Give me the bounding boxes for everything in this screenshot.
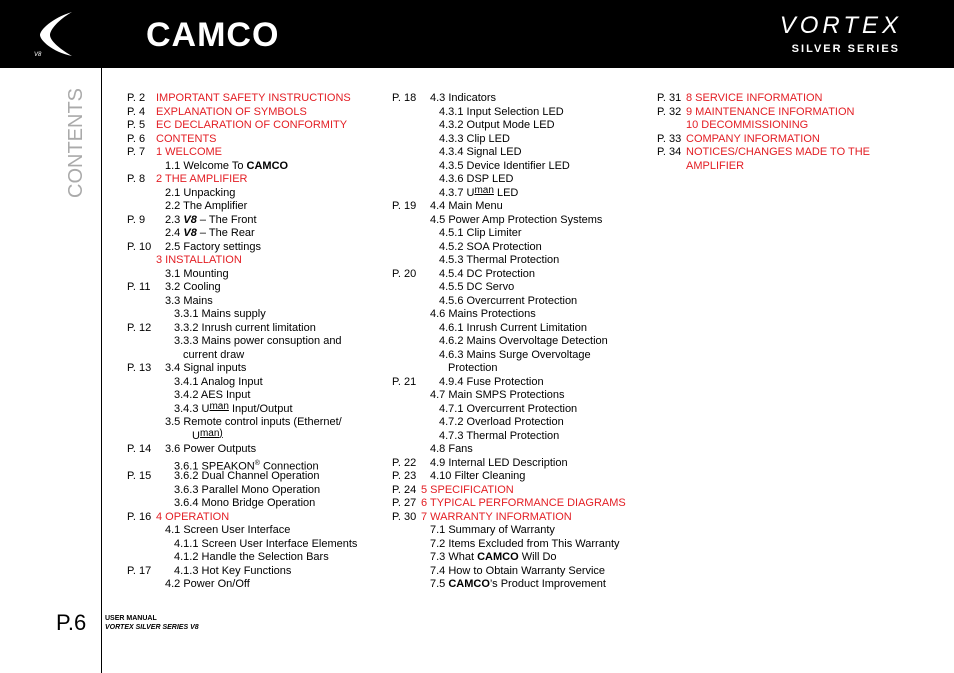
toc-entry[interactable] [392,281,652,295]
toc-entry[interactable] [657,119,917,133]
toc-title: 3.4.3 Uman Input/Output [174,400,293,415]
toc-entry[interactable] [127,160,387,174]
toc-entry[interactable] [127,322,387,336]
toc-title: 4.9 Internal LED Description [430,456,568,469]
toc-entry[interactable] [127,106,387,120]
toc-page-ref: P. 10 [127,240,152,253]
toc-entry[interactable] [127,565,387,579]
toc-title: 8 SERVICE INFORMATION [686,92,823,104]
toc-entry[interactable] [127,443,387,457]
toc-page-ref: P. 32 [657,105,682,118]
toc-page-ref: P. 20 [392,267,417,280]
toc-title: 4.6.1 Inrush Current Limitation [439,321,587,334]
toc-title: 7 WARRANTY INFORMATION [421,510,572,523]
toc-entry[interactable] [657,106,917,120]
logo-model: V8 [34,52,42,58]
toc-title: Uman) [192,427,223,442]
toc-title: 4.5.1 Clip Limiter [439,227,522,239]
toc-title: 5 SPECIFICATION [421,483,514,496]
toc-entry[interactable] [392,484,652,498]
toc-page-ref: P. 4 [127,105,146,118]
toc-page-ref: P. 15 [127,470,152,482]
toc-entry[interactable] [127,524,387,538]
toc-title: AMPLIFIER [686,159,745,172]
toc-title: 2.4 V8 – The Rear [165,227,255,239]
toc-entry[interactable] [127,335,387,349]
toc-entry[interactable] [127,416,387,430]
toc-entry[interactable] [392,160,652,174]
toc-title: 1.1 Welcome To CAMCO [165,159,289,172]
toc-page-ref: P. 21 [392,375,417,388]
toc-entry[interactable] [127,268,387,282]
toc-title: 4.6.2 Mains Overvoltage Detection [439,335,608,347]
toc-title: 3.3.2 Inrush current limitation [174,321,316,334]
toc-entry[interactable] [657,92,917,106]
toc-page-ref: P. 31 [657,92,682,104]
toc-title: 3.5 Remote control inputs (Ethernet/ [165,416,342,428]
toc-title: 4.5.6 Overcurrent Protection [439,294,578,307]
toc-entry[interactable] [127,376,387,390]
toc-title: 3.4.2 AES Input [174,389,251,401]
toc-title: 7.3 What CAMCO Will Do [430,551,557,563]
toc-title: 3.6 Power Outputs [165,443,257,455]
toc-entry[interactable] [392,119,652,133]
toc-entry[interactable] [392,227,652,241]
toc-title: 3.3.3 Mains power consuption and [174,335,342,347]
page-number: P.6 [56,610,87,635]
toc-title: EC DECLARATION OF CONFORMITY [156,119,348,131]
toc-title: 4.3.4 Signal LED [439,146,522,158]
toc-entry[interactable] [392,268,652,282]
toc-entry[interactable] [127,119,387,133]
toc-title: 4.1.3 Hot Key Functions [174,564,292,577]
toc-entry[interactable] [392,389,652,403]
toc-title: 4.5 Power Amp Protection Systems [430,213,603,226]
toc-entry[interactable] [127,389,387,403]
toc-entry[interactable] [392,430,652,444]
toc-page-ref: P. 6 [127,132,146,145]
toc-title: 4.4 Main Menu [430,200,503,212]
divider-line [101,68,102,673]
toc-entry[interactable] [392,362,652,376]
toc-entry[interactable] [392,335,652,349]
toc-title: Protection [448,362,498,374]
toc-entry[interactable] [127,578,387,592]
toc-column-1 [127,92,387,592]
toc-title: 7.1 Summary of Warranty [430,524,555,536]
toc-page-ref: P. 22 [392,456,417,469]
toc-page-ref: P. 19 [392,200,417,212]
toc-title: 3.2 Cooling [165,281,221,293]
toc-title: 3.6.2 Dual Channel Operation [174,470,320,482]
toc-entry[interactable] [392,457,652,471]
toc-entry[interactable] [127,254,387,268]
toc-entry[interactable] [392,146,652,160]
toc-entry[interactable] [127,295,387,309]
toc-title: 4.5.4 DC Protection [439,267,535,280]
toc-title: 3.6.1 SPEAKON® Connection [174,459,319,473]
toc-entry[interactable] [392,173,652,187]
toc-page-ref: P. 16 [127,510,152,523]
toc-title: 4.3.1 Input Selection LED [439,105,564,118]
toc-entry[interactable] [392,322,652,336]
toc-title: 7.4 How to Obtain Warranty Service [430,564,606,577]
toc-title: COMPANY INFORMATION [686,132,820,145]
toc-page-ref: P. 13 [127,362,152,374]
footer-series: VORTEX SILVER SERIES V8 [105,624,199,631]
toc-title: CONTENTS [156,132,217,145]
toc-entry[interactable] [127,362,387,376]
toc-entry[interactable] [127,187,387,201]
toc-entry[interactable] [392,443,652,457]
toc-entry[interactable] [127,227,387,241]
toc-entry[interactable] [392,241,652,255]
toc-title: 4.3.2 Output Mode LED [439,119,555,131]
toc-title: 4.5.5 DC Servo [439,281,515,293]
toc-title: 4.3.7 Uman LED [439,184,519,199]
toc-entry[interactable] [392,254,652,268]
toc-page-ref: P. 24 [392,483,417,496]
toc-title: 4.9.4 Fuse Protection [439,375,544,388]
toc-title: 3.6.4 Mono Bridge Operation [174,497,316,509]
toc-entry[interactable] [127,457,387,471]
toc-entry[interactable] [392,565,652,579]
toc-entry[interactable] [127,241,387,255]
toc-title: 3.4 Signal inputs [165,362,247,374]
toc-entry[interactable] [657,133,917,147]
toc-title: 4.7.1 Overcurrent Protection [439,402,578,415]
toc-entry[interactable] [392,524,652,538]
toc-title: 2.3 V8 – The Front [165,213,257,226]
toc-title: 9 MAINTENANCE INFORMATION [686,105,855,118]
toc-entry[interactable] [392,376,652,390]
toc-title: current draw [183,348,245,361]
toc-entry[interactable] [127,308,387,322]
toc-title: 4.3 Indicators [430,92,497,104]
toc-title: 2.2 The Amplifier [165,200,248,212]
toc-title: 4.10 Filter Cleaning [430,470,526,482]
toc-title: 4.1.1 Screen User Interface Elements [174,537,358,550]
toc-entry[interactable] [127,133,387,147]
toc-entry[interactable] [392,133,652,147]
toc-entry[interactable] [127,551,387,565]
toc-title: NOTICES/CHANGES MADE TO THE [686,146,870,158]
toc-entry[interactable] [392,511,652,525]
toc-title: 3 INSTALLATION [156,254,242,266]
toc-title: 7.2 Items Excluded from This Warranty [430,537,620,550]
toc-entry[interactable] [127,538,387,552]
toc-entry[interactable] [127,200,387,214]
toc-entry[interactable] [127,146,387,160]
toc-title: 4.5.2 SOA Protection [439,240,542,253]
toc-page-ref: P. 18 [392,92,417,104]
toc-entry[interactable] [392,538,652,552]
toc-entry[interactable] [392,106,652,120]
toc-entry[interactable] [392,184,652,201]
toc-title: 3.1 Mounting [165,267,229,280]
toc-column-2 [392,92,652,592]
toc-title: 4.8 Fans [430,443,473,455]
toc-page-ref: P. 2 [127,92,146,104]
toc-page-ref: P. 11 [127,281,151,293]
toc-entry[interactable] [392,349,652,363]
toc-page-ref: P. 7 [127,146,146,158]
toc-entry[interactable] [127,281,387,295]
toc-title: 4 OPERATION [156,510,230,523]
toc-entry[interactable] [127,470,387,484]
series-name: SILVER SERIES [791,43,900,55]
toc-entry[interactable] [392,403,652,417]
toc-title: 3.4.1 Analog Input [174,375,263,388]
toc-title: 4.1 Screen User Interface [165,524,291,536]
toc-entry[interactable] [392,497,652,511]
toc-title: 3.3 Mains [165,294,213,307]
toc-entry[interactable] [127,511,387,525]
header-bar [0,0,954,68]
toc-column-3 [657,92,917,173]
toc-title: 2.1 Unpacking [165,186,236,199]
toc-title: 10 DECOMMISSIONING [686,119,809,131]
toc-title: 4.3.3 Clip LED [439,132,510,145]
toc-page-ref: P. 30 [392,510,417,523]
section-title: CONTENTS [65,88,87,198]
toc-entry[interactable] [657,146,917,160]
toc-page-ref: P. 5 [127,119,146,131]
toc-page-ref: P. 27 [392,497,417,509]
toc-title: 4.3.6 DSP LED [439,173,514,185]
toc-page-ref: P. 23 [392,470,417,482]
toc-page-ref: P. 9 [127,213,146,226]
toc-page-ref: P. 14 [127,443,152,455]
toc-entry[interactable] [127,400,387,417]
toc-entry[interactable] [392,416,652,430]
toc-title: 1 WELCOME [156,146,223,158]
toc-entry[interactable] [657,160,917,174]
toc-title: 2 THE AMPLIFIER [156,173,248,185]
brand-logo: CAMCO [146,16,280,54]
toc-entry[interactable] [392,578,652,592]
toc-page-ref: P. 12 [127,321,152,334]
toc-entry[interactable] [127,484,387,498]
toc-title: 3.6.3 Parallel Mono Operation [174,483,321,496]
toc-page-ref: P. 34 [657,146,682,158]
toc-title: 2.5 Factory settings [165,240,261,253]
toc-page-ref: P. 17 [127,564,152,577]
toc-title: IMPORTANT SAFETY INSTRUCTIONS [156,92,351,104]
toc-title: 4.6 Mains Protections [430,308,536,320]
footer-manual: USER MANUAL [105,615,157,622]
toc-entry[interactable] [392,200,652,214]
toc-title: 3.3.1 Mains supply [174,308,266,320]
toc-entry[interactable] [392,551,652,565]
toc-title: 4.3.5 Device Identifier LED [439,159,570,172]
toc-title: 6 TYPICAL PERFORMANCE DIAGRAMS [421,497,626,509]
toc-entry[interactable] [392,295,652,309]
toc-title: 4.7.2 Overload Protection [439,416,564,428]
toc-entry[interactable] [392,214,652,228]
toc-entry[interactable] [127,349,387,363]
toc-entry[interactable] [392,308,652,322]
toc-entry[interactable] [127,427,387,444]
product-name: VORTEX [779,12,902,39]
toc-title: 4.1.2 Handle the Selection Bars [174,551,329,563]
toc-title: 4.7.3 Thermal Protection [439,429,560,442]
toc-title: 7.5 CAMCO’s Product Improvement [430,578,606,590]
toc-entry[interactable] [127,214,387,228]
toc-entry[interactable] [127,173,387,187]
toc-title: 4.6.3 Mains Surge Overvoltage [439,348,591,361]
toc-page-ref: P. 33 [657,132,682,145]
toc-title: EXPLANATION OF SYMBOLS [156,105,307,118]
toc-entry[interactable] [392,470,652,484]
toc-entry[interactable] [127,497,387,511]
toc-entry[interactable] [127,92,387,106]
toc-title: 4.2 Power On/Off [165,578,250,590]
toc-page-ref: P. 8 [127,173,146,185]
toc-entry[interactable] [392,92,652,106]
toc-title: 4.7 Main SMPS Protections [430,389,565,401]
toc-title: 4.5.3 Thermal Protection [439,254,560,266]
